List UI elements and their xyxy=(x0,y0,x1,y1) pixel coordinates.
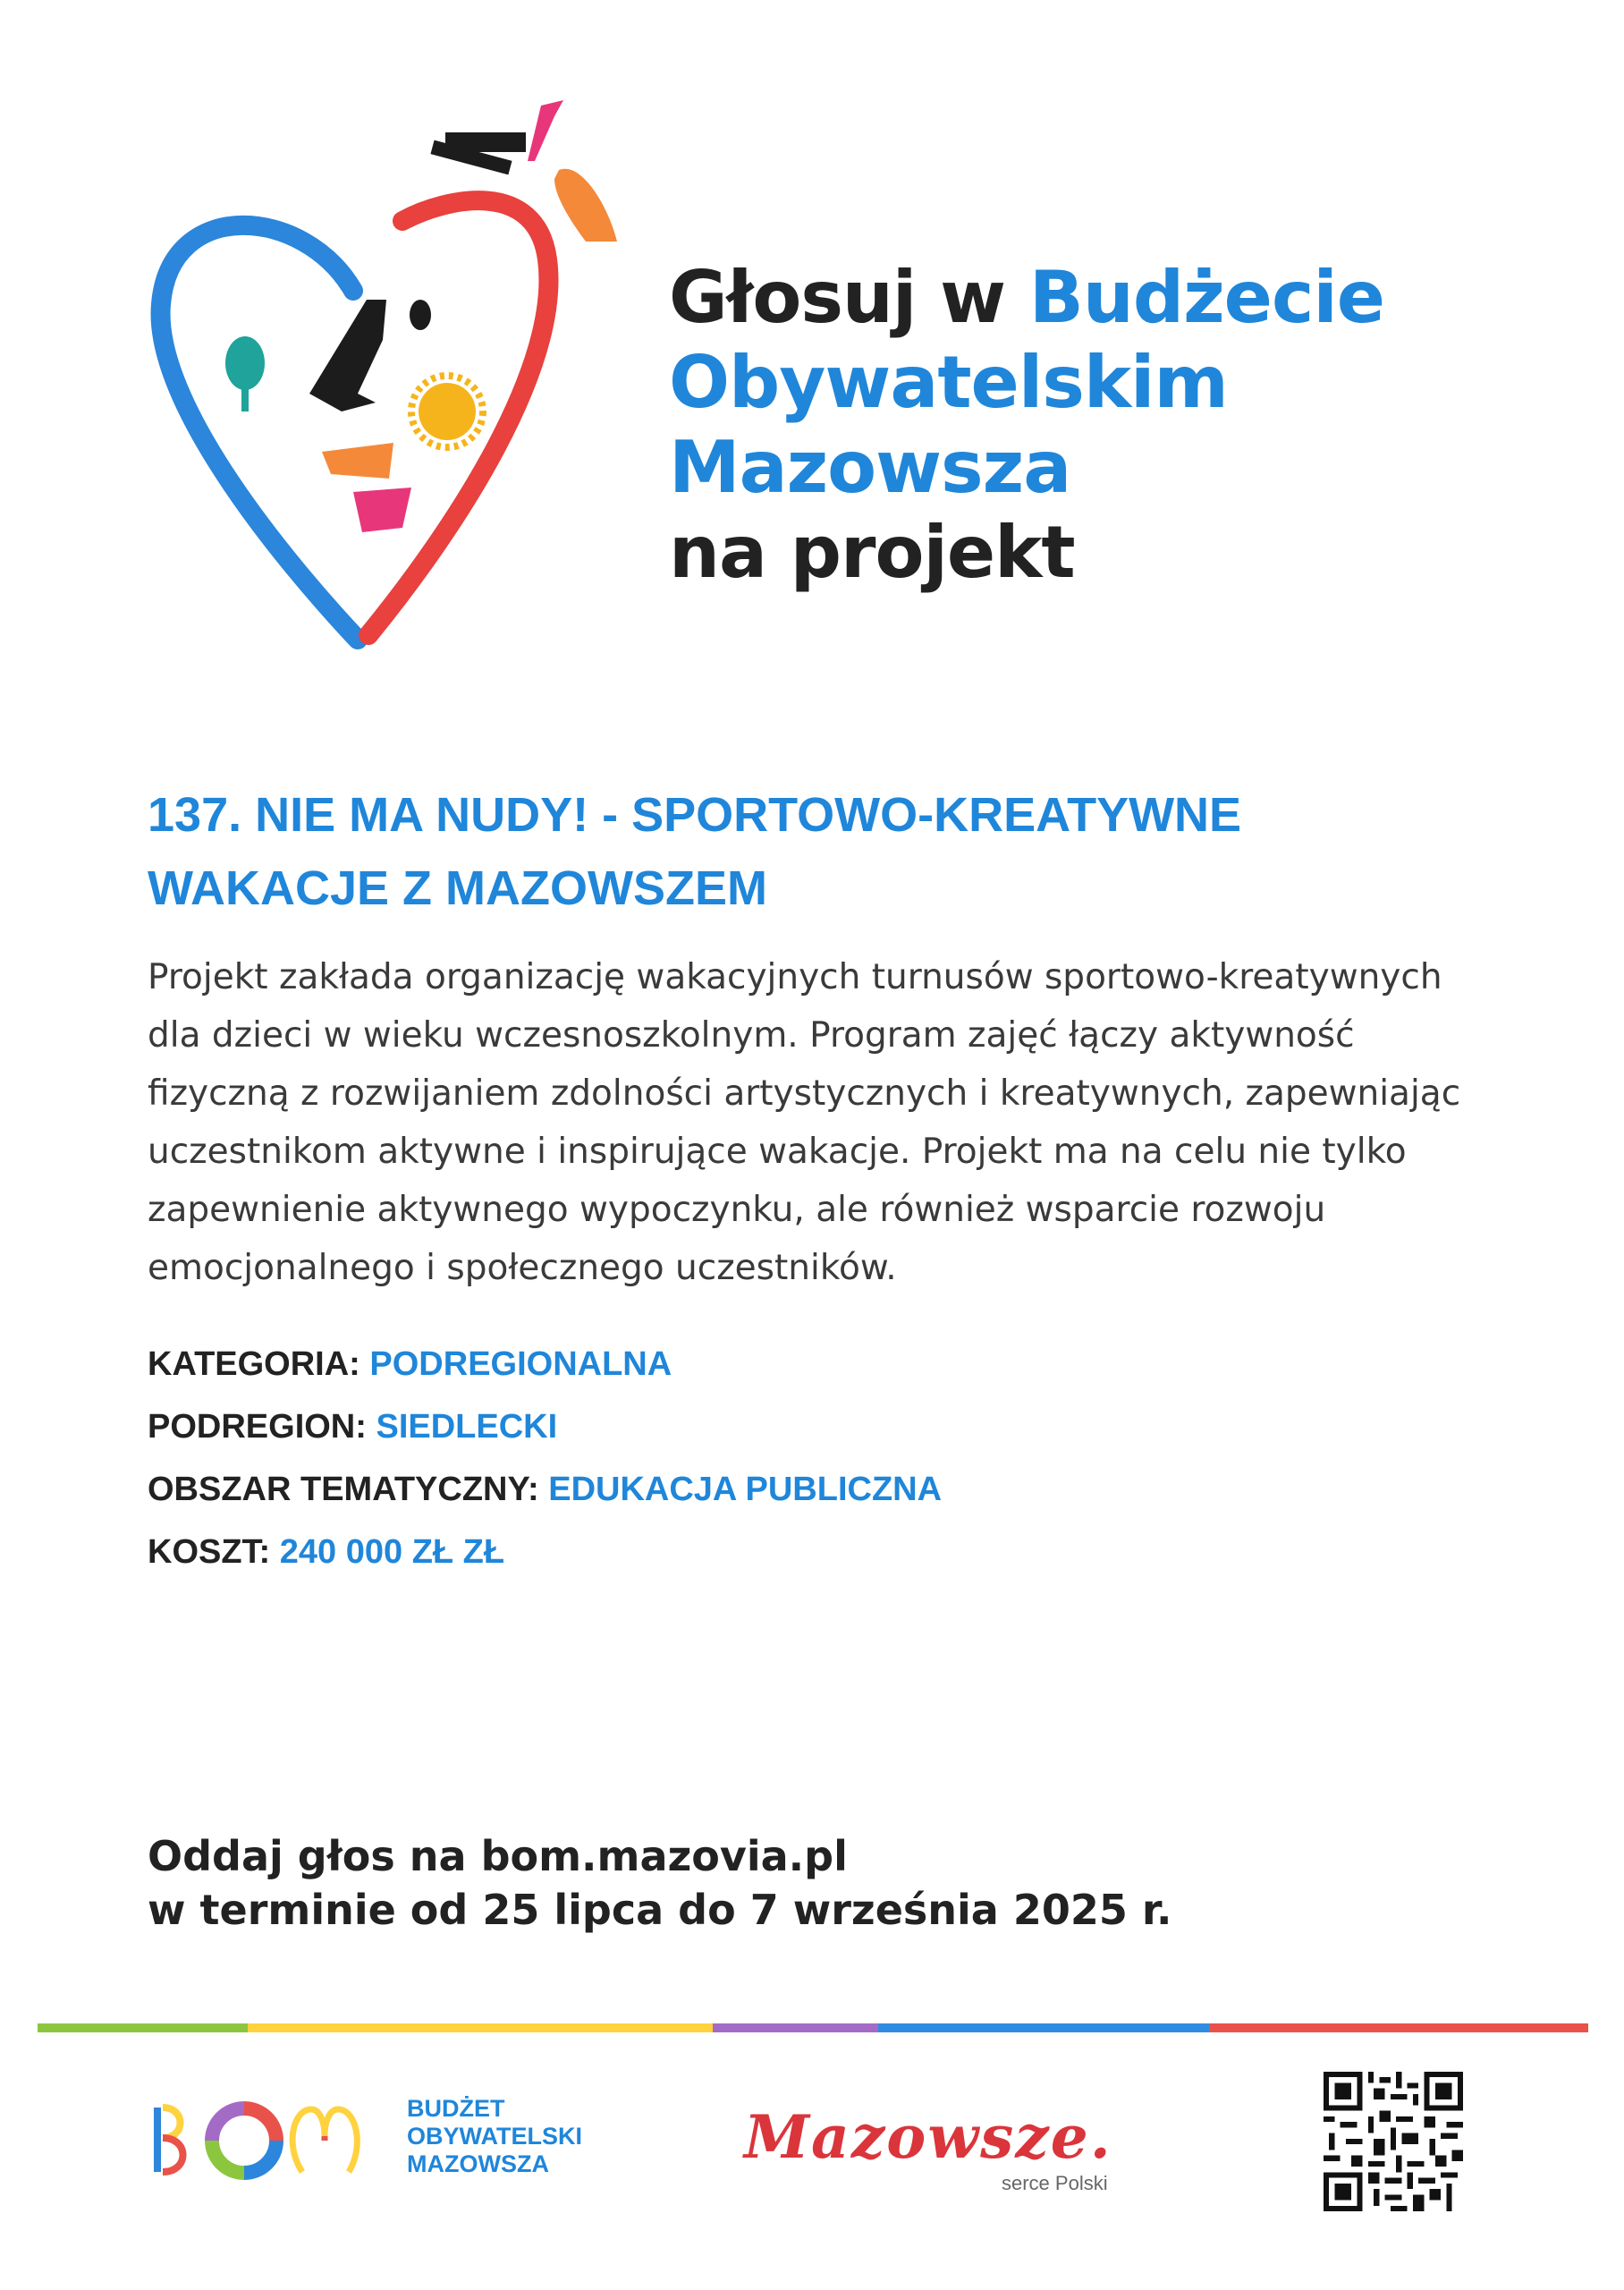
meta-cost xyxy=(148,1530,1400,1574)
headline-line1-dark: Głosuj w xyxy=(669,256,1006,339)
bom-line1: BUDŻET xyxy=(407,2095,505,2122)
divider-yellow xyxy=(248,2023,713,2032)
headline-line3: Mazowsza xyxy=(669,426,1071,509)
description-line: zapewnienie aktywnego wypoczynku, ale również wsparcie rozwoju xyxy=(148,1190,1326,1230)
project-description xyxy=(148,948,1516,1297)
bom-line2: OBYWATELSKI xyxy=(407,2123,583,2150)
divider-red xyxy=(1209,2023,1588,2032)
description-line: fizyczną z rozwijaniem zdolności artystycznych i kreatywnych, zapewniając xyxy=(148,1073,1461,1114)
divider-purple xyxy=(713,2023,878,2032)
meta-category xyxy=(148,1342,1400,1387)
cta-line1: Oddaj głos na bom.mazovia.pl xyxy=(148,1832,848,1880)
bom-line3: MAZOWSZA xyxy=(407,2150,549,2177)
project-title xyxy=(148,778,1489,925)
cost-value: 240 000 ZŁ ZŁ xyxy=(279,1533,505,1571)
category-value: PODREGIONALNA xyxy=(369,1345,672,1383)
subregion-label: PODREGION: xyxy=(148,1408,367,1446)
headline-line4: na projekt xyxy=(669,511,1075,594)
headline-line1-blue: Budżecie xyxy=(1028,256,1385,339)
cost-label: KOSZT: xyxy=(148,1533,271,1571)
divider-blue xyxy=(878,2023,1209,2032)
subregion-value: SIEDLECKI xyxy=(376,1408,558,1446)
tree-icon xyxy=(225,336,265,411)
area-value: EDUKACJA PUBLICZNA xyxy=(548,1471,943,1508)
category-label: KATEGORIA: xyxy=(148,1345,360,1383)
divider-green xyxy=(38,2023,248,2032)
meta-area xyxy=(148,1467,1400,1512)
bom-logo-icon xyxy=(150,2091,365,2190)
project-title-line1: 137. NIE MA NUDY! - SPORTOWO-KREATYWNE xyxy=(148,788,1242,842)
heart-face-logo xyxy=(134,98,653,680)
description-line: Projekt zakłada organizację wakacyjnych turnusów sportowo-kreatywnych xyxy=(148,957,1442,997)
description-line: uczestnikom aktywne i inspirujące wakacje. Projekt ma na celu nie tylko xyxy=(148,1132,1407,1172)
headline-line2: Obywatelskim xyxy=(669,341,1228,424)
bom-logo-text xyxy=(407,2095,582,2178)
call-to-action xyxy=(148,1829,1400,1937)
description-line: emocjonalnego i społecznego uczestników. xyxy=(148,1248,897,1288)
meta-subregion xyxy=(148,1404,1400,1449)
mazowsze-tagline: serce Polski xyxy=(1002,2172,1108,2194)
headline xyxy=(669,255,1527,595)
description-line: dla dzieci w wieku wczesnoszkolnym. Program zajęć łączy aktywność xyxy=(148,1015,1355,1056)
cta-line2: w terminie od 25 lipca do 7 września 2025 r. xyxy=(148,1886,1172,1934)
sun-icon xyxy=(411,376,483,447)
mazowsze-logo: Mazowsze. xyxy=(744,2102,1112,2172)
qr-code-icon[interactable] xyxy=(1324,2072,1463,2211)
area-label: OBSZAR TEMATYCZNY: xyxy=(148,1471,539,1508)
project-title-line2: WAKACJE Z MAZOWSZEM xyxy=(148,861,767,915)
